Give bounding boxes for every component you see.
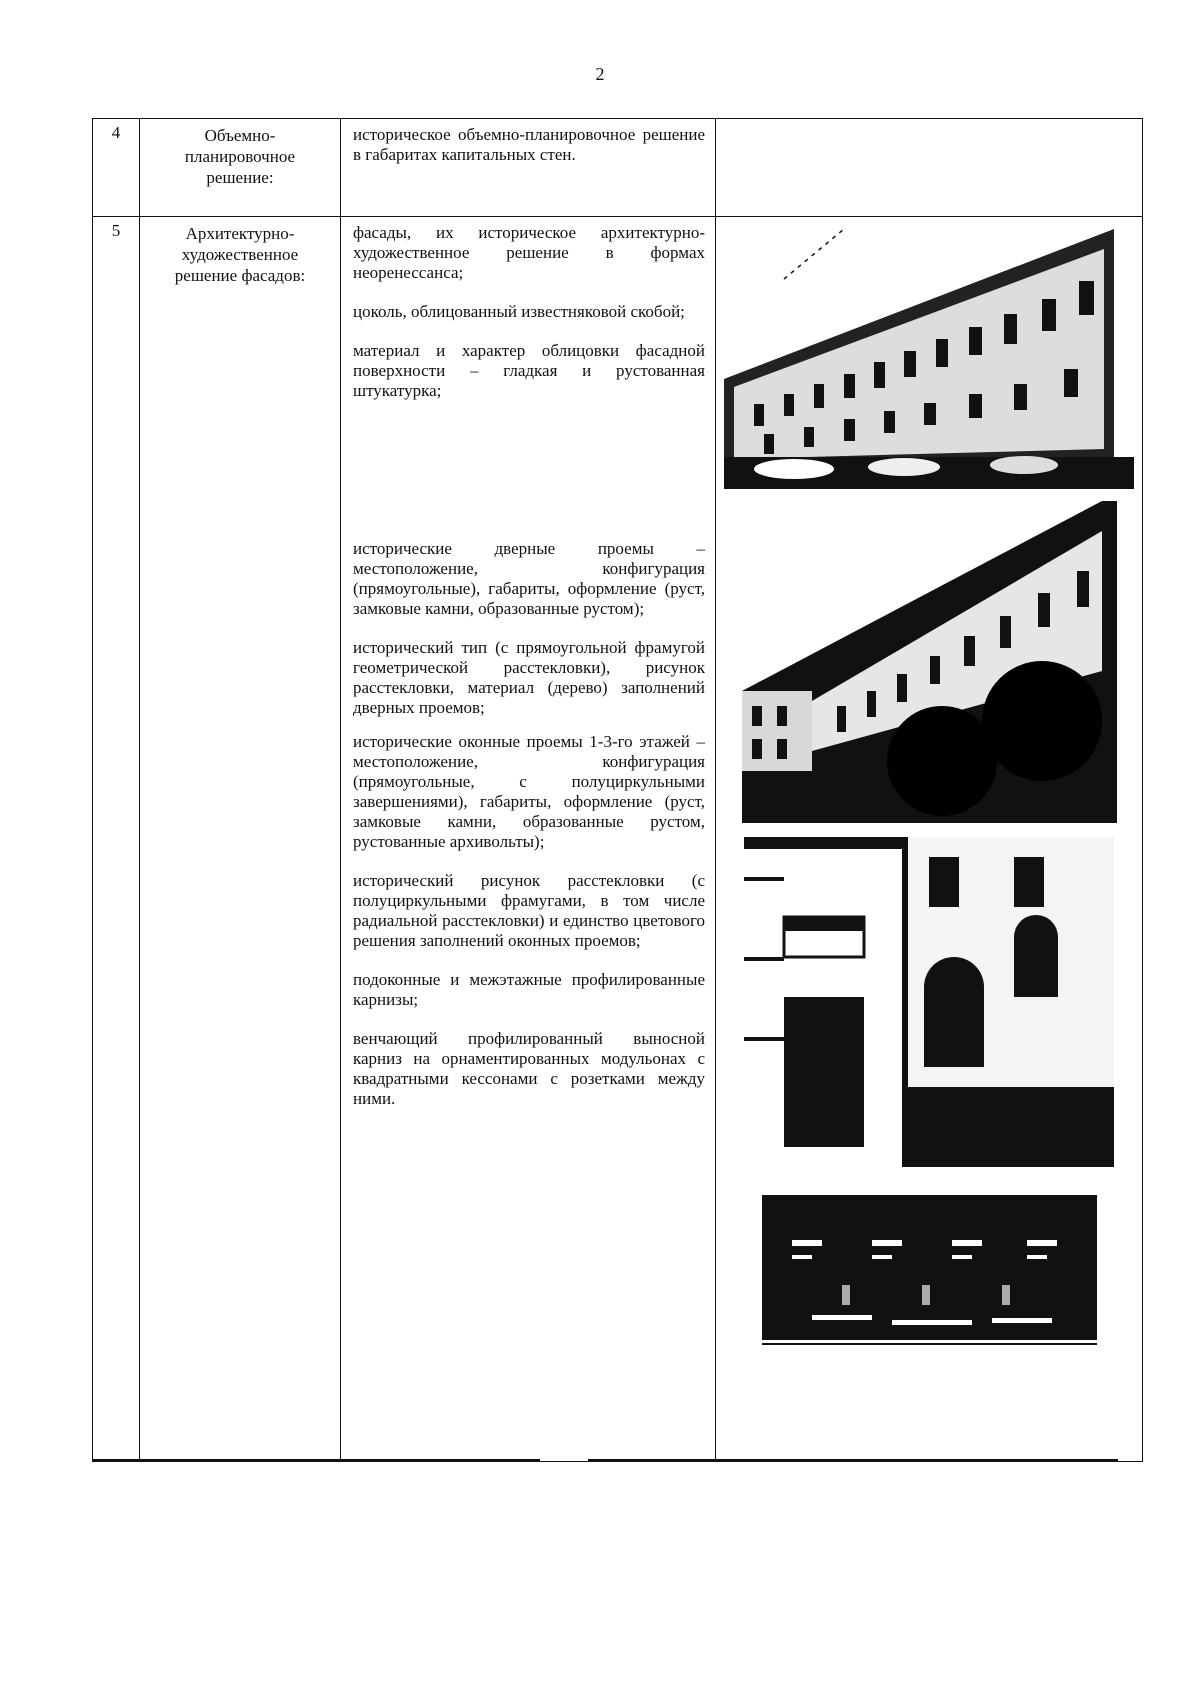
description-paragraph: исторические оконные проемы 1-3-го этажей – местоположение, конфигурация (прямоугольные, с полуциркульными завершениями), габариты, оформление (руст, замковые камни, образованные рустом, рустованные архивольты);	[353, 732, 705, 851]
table-row	[93, 119, 1143, 217]
bottom-rule-right	[588, 1459, 1118, 1461]
cornice-photo	[762, 1185, 1097, 1355]
row-subject: Объемно-планировочное решение:	[140, 119, 341, 217]
row-photos	[716, 217, 1143, 1462]
description-paragraph: подоконные и межэтажные профилированные карнизы;	[353, 970, 705, 1009]
bottom-rule-left	[92, 1459, 540, 1461]
row-subject: Архитектурно-художественное решение фасадов:	[140, 217, 341, 1462]
facade-photo	[744, 837, 1114, 1167]
page-number: 2	[595, 64, 605, 84]
row-description	[341, 217, 716, 1462]
description-paragraph: материал и характер облицовки фасадной поверхности – гладкая и рустованная штукатурка;	[353, 341, 705, 400]
description-paragraph: исторические дверные проемы – местоположение, конфигурация (прямоугольные), габариты, оформление (руст, замковые камни, образованные рустом);	[353, 539, 705, 618]
row-number: 4	[93, 119, 140, 217]
row-photos	[716, 119, 1143, 217]
row-description	[341, 119, 716, 217]
description-paragraph: исторический рисунок расстекловки (с полуциркульными фрамугами, в том числе радиальной расстекловки) и единство цветового решения заполнений оконных проемов;	[353, 871, 705, 950]
description-paragraph: цоколь, облицованный известняковой скобой;	[353, 302, 685, 321]
protected-features-table	[92, 118, 1143, 1462]
description-paragraph: исторический тип (с прямоугольной фрамугой геометрической расстекловки), рисунок расстекловки, материал (дерево) заполнений дверных проемов;	[353, 638, 705, 717]
description-paragraph: историческое объемно-планировочное решение в габаритах капитальных стен.	[353, 125, 705, 164]
description-paragraph: фасады, их историческое архитектурно-художественное решение в формах неоренессанса;	[353, 223, 705, 282]
facade-photo	[724, 219, 1134, 489]
description-paragraph: венчающий профилированный выносной карниз на орнаментированных модульонах с квадратными кессонами с розетками между ними.	[353, 1029, 705, 1108]
table-row	[93, 217, 1143, 1462]
facade-photo	[742, 501, 1117, 823]
row-number: 5	[93, 217, 140, 1462]
